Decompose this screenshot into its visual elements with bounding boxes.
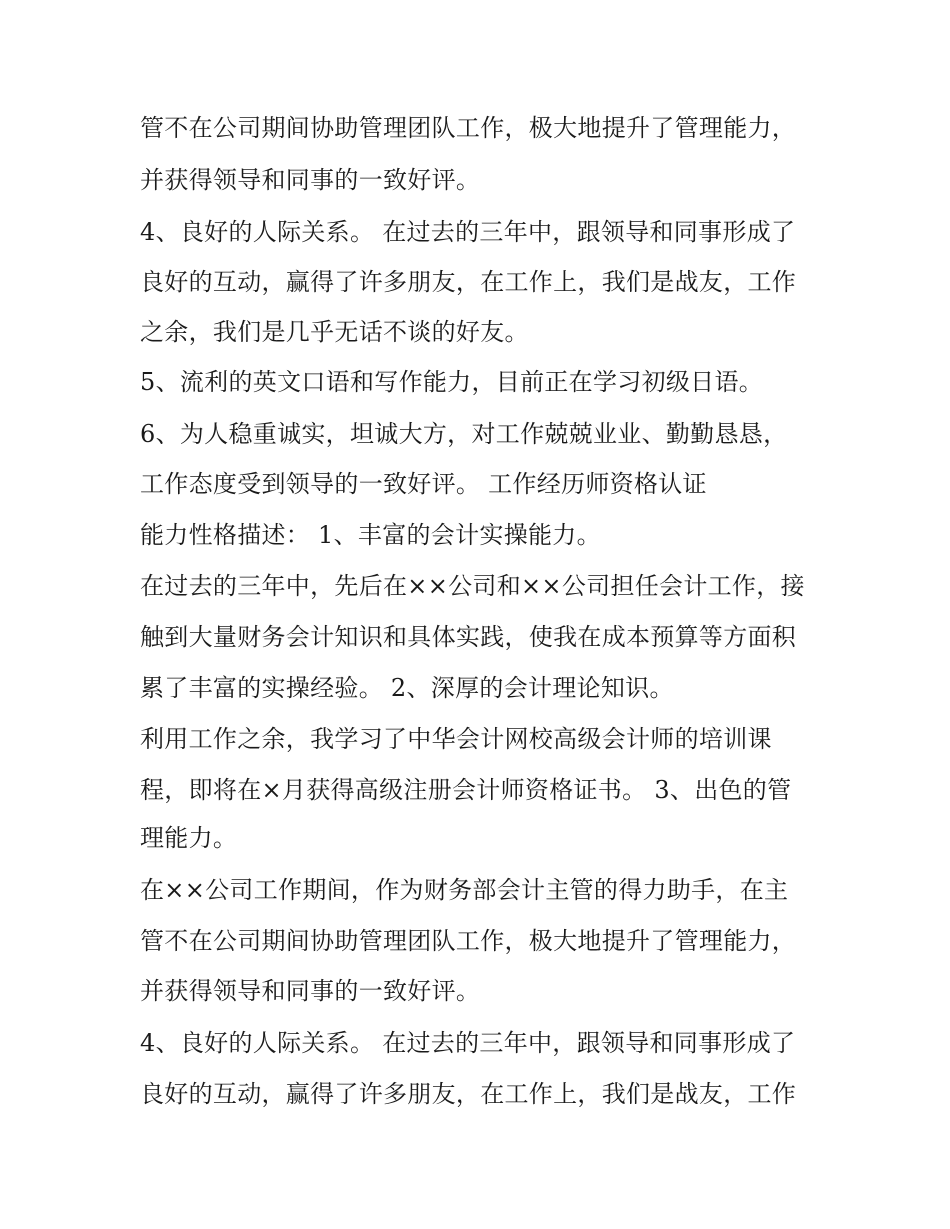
text-line: 管不在公司期间协助管理团队工作，极大地提升了管理能力， <box>140 114 797 142</box>
text-line: 良好的互动，赢得了许多朋友，在工作上，我们是战友，工作 <box>140 268 797 296</box>
text-line: 4、良好的人际关系。 在过去的三年中，跟领导和同事形成了 <box>140 218 796 246</box>
text-line: 触到大量财务会计知识和具体实践，使我在成本预算等方面积 <box>140 623 797 651</box>
text-line: 之余，我们是几乎无话不谈的好友。 <box>140 318 529 346</box>
text-line: 程，即将在×月获得高级注册会计师资格证书。 3、出色的管 <box>140 776 792 804</box>
text-line: 在过去的三年中，先后在××公司和××公司担任会计工作，接 <box>140 572 805 600</box>
text-line: 理能力。 <box>140 824 238 852</box>
text-line: 并获得领导和同事的一致好评。 <box>140 166 481 194</box>
text-line: 能力性格描述： 1、丰富的会计实操能力。 <box>140 521 601 549</box>
text-line: 在××公司工作期间，作为财务部会计主管的得力助手，在主 <box>140 876 789 904</box>
text-line: 管不在公司期间协助管理团队工作，极大地提升了管理能力， <box>140 927 797 955</box>
text-line: 工作态度受到领导的一致好评。 工作经历师资格认证 <box>140 470 707 498</box>
text-line: 4、良好的人际关系。 在过去的三年中，跟领导和同事形成了 <box>140 1029 796 1057</box>
text-line: 累了丰富的实操经验。 2、深厚的会计理论知识。 <box>140 674 674 702</box>
text-line: 并获得领导和同事的一致好评。 <box>140 977 481 1005</box>
text-line: 良好的互动，赢得了许多朋友，在工作上，我们是战友，工作 <box>140 1080 797 1108</box>
text-line: 利用工作之余，我学习了中华会计网校高级会计师的培训课 <box>140 725 772 753</box>
text-line: 5、流利的英文口语和写作能力，目前正在学习初级日语。 <box>140 368 764 396</box>
text-line: 6、为人稳重诚实，坦诚大方，对工作兢兢业业、勤勤恳恳， <box>140 420 788 448</box>
